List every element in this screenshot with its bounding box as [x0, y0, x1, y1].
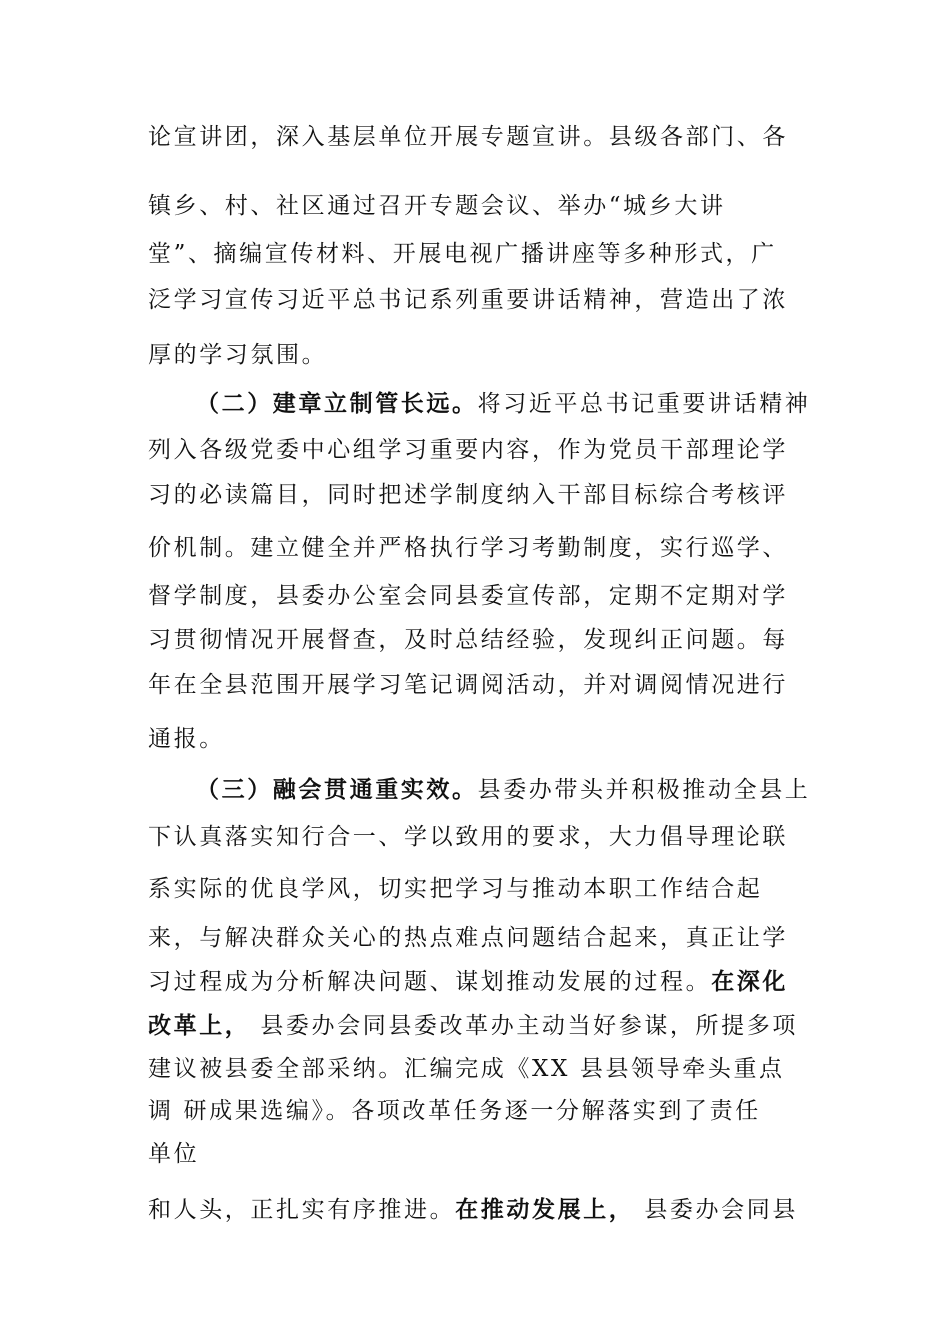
text-line	[148, 191, 726, 221]
text: 建议被县委全部采纳。汇编完成《XX 县县领导牵头重点	[148, 1056, 785, 1082]
text: 堂”、摘编宣传材料、开展电视广播讲座等多种形式，广	[148, 241, 777, 267]
text-line	[148, 670, 788, 700]
text-line	[148, 285, 788, 315]
text: 厚的学习氛围。	[148, 342, 328, 368]
text: 泛学习宣传习近平总书记系列重要讲话精神，营造出了浓	[148, 287, 788, 313]
text: 和人头，正扎实有序推进。	[148, 1197, 456, 1223]
text-line	[148, 239, 777, 269]
text: 县委办会同县委改革办主动当好参谋，所提多项	[250, 1013, 798, 1039]
text-line	[148, 625, 788, 655]
text: 习的必读篇目，同时把述学制度纳入干部目标综合考核评	[148, 482, 788, 508]
text: 单位	[148, 1141, 200, 1167]
text: 列入各级党委中心组学习重要内容，作为党员干部理论学	[148, 437, 788, 463]
text: 将习近平总书记重要讲话精神	[477, 391, 811, 417]
text: 来，与解决群众关心的热点难点问题结合起来，真正让学	[148, 925, 788, 951]
text-line	[148, 874, 762, 904]
bold-phrase: 在深化	[711, 968, 789, 995]
section-heading-line	[196, 389, 810, 419]
text: 价机制。建立健全并严格执行学习考勤制度，实行巡学、	[148, 535, 788, 561]
text: 习过程成为分析解决问题、谋划推动发展的过程。	[148, 969, 712, 995]
bold-phrase: 在推动发展上，	[455, 1196, 635, 1223]
section-heading-line	[196, 775, 810, 805]
text-line	[148, 1011, 798, 1041]
text-line	[148, 533, 788, 563]
text: 系实际的优良学风，切实把学习与推动本职工作结合起	[148, 876, 763, 902]
text: 习贯彻情况开展督查，及时总结经验，发现纠正问题。每	[148, 627, 788, 653]
text: 年在全县范围开展学习笔记调阅活动，并对调阅情况进行	[148, 672, 788, 698]
text-line	[148, 480, 788, 510]
text-line	[148, 435, 788, 465]
bold-phrase: 改革上，	[148, 1012, 251, 1039]
text-line	[148, 822, 788, 852]
text-line	[148, 724, 225, 754]
text-line	[148, 1096, 761, 1126]
section-heading: （三）融会贯通重实效。	[196, 776, 478, 803]
text: 镇乡、村、社区通过召开专题会议、举办“城乡大讲	[148, 193, 726, 219]
text: 督学制度，县委办公室会同县委宣传部，定期不定期对学	[148, 583, 788, 609]
text: 下认真落实知行合一、学以致用的要求，大力倡导理论联	[148, 824, 788, 850]
text-line	[148, 340, 327, 370]
text-line	[148, 1054, 785, 1084]
text-line	[148, 1139, 199, 1169]
text-line	[148, 581, 788, 611]
text-line	[148, 122, 788, 152]
text-line	[148, 967, 788, 997]
text: 论宣讲团，深入基层单位开展专题宣讲。县级各部门、各	[148, 124, 788, 150]
text: 县委办带头并积极推动全县上	[477, 777, 811, 803]
text: 调 研成果选编》。各项改革任务逐一分解落实到了责任	[148, 1098, 761, 1124]
text-line	[148, 923, 788, 953]
text: 通报。	[148, 726, 225, 752]
section-heading: （二）建章立制管长远。	[196, 390, 478, 417]
text-line	[148, 1195, 798, 1225]
text: 县委办会同县	[634, 1197, 798, 1223]
